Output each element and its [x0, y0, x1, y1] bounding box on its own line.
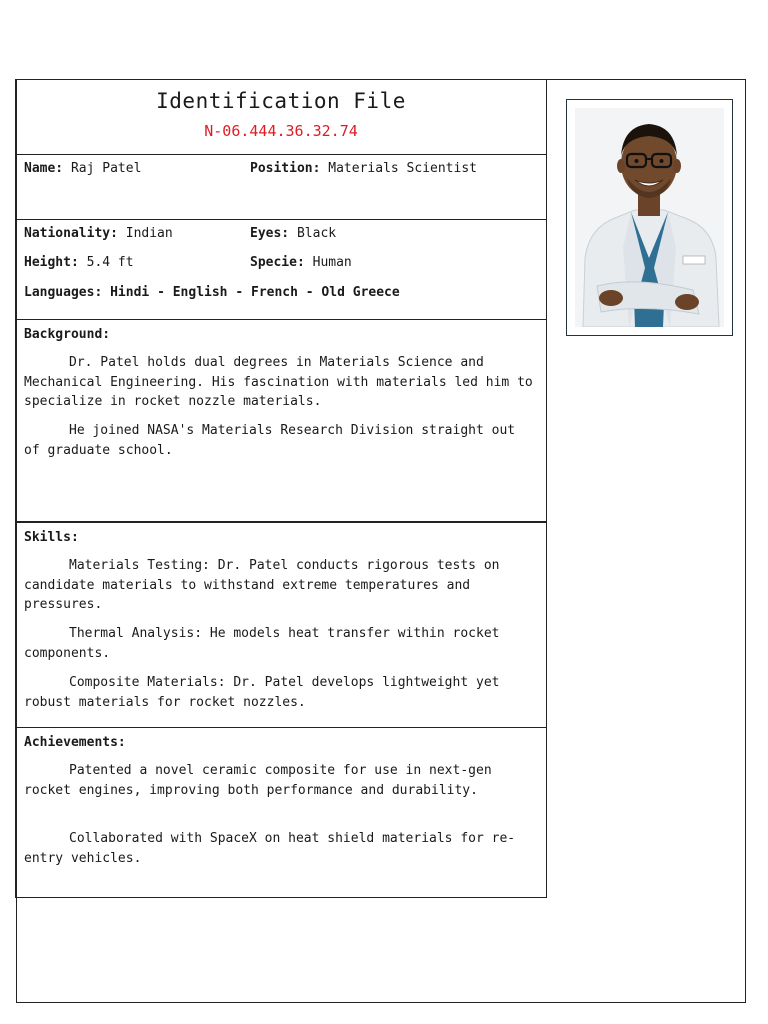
position-row [250, 161, 477, 176]
title-section [16, 80, 546, 154]
skills-paragraph: Thermal Analysis: He models heat transfer within rocket components. [24, 626, 500, 661]
achievements-paragraph: Collaborated with SpaceX on heat shield materials for re-entry vehicles. [24, 831, 516, 866]
background-paragraph: He joined NASA's Materials Research Division straight out of graduate school. [24, 423, 516, 458]
languages-label: Languages: [24, 285, 103, 300]
position-label: Position: [250, 161, 321, 176]
portrait-photo [575, 108, 724, 327]
name-row [24, 161, 141, 176]
height-value: 5.4 ft [86, 255, 134, 270]
skills-heading: Skills: [24, 530, 79, 545]
photo-frame [566, 99, 733, 336]
nationality-value: Indian [125, 226, 173, 241]
specie-value: Human [312, 255, 352, 270]
eyes-value: Black [296, 226, 337, 241]
position-value: Materials Scientist [328, 161, 477, 176]
file-number: N-06.444.36.32.74 [204, 122, 358, 140]
eyes-label: Eyes: [250, 226, 290, 241]
attributes-section [16, 219, 546, 319]
achievements-section [16, 727, 546, 897]
skills-paragraph: Composite Materials: Dr. Patel develops lightweight yet robust materials for rocket nozzles. [24, 675, 500, 710]
portrait-illustration [575, 108, 724, 327]
background-paragraph: Dr. Patel holds dual degrees in Materials Science and Mechanical Engineering. His fascination with materials led him to specialize in rocket nozzle materials. [24, 355, 533, 409]
name-label: Name: [24, 161, 64, 176]
achievements-heading: Achievements: [24, 735, 126, 750]
languages-row [24, 285, 400, 300]
height-row [24, 255, 134, 270]
id-file-panel [15, 79, 547, 898]
skills-paragraph: Materials Testing: Dr. Patel conducts rigorous tests on candidate materials to withstand extreme temperatures and pressures. [24, 558, 500, 612]
nationality-row [24, 226, 173, 241]
height-label: Height: [24, 255, 79, 270]
specie-label: Specie: [250, 255, 305, 270]
name-position-section [16, 154, 546, 219]
languages-value: Hindi - English - French - Old Greece [110, 285, 400, 300]
page-title: Identification File [156, 89, 406, 113]
background-section [16, 319, 546, 521]
eyes-row [250, 226, 336, 241]
achievements-paragraph: Patented a novel ceramic composite for use in next-gen rocket engines, improving both performance and durability. [24, 763, 492, 798]
specie-row [250, 255, 352, 270]
name-value: Raj Patel [70, 161, 142, 176]
background-heading: Background: [24, 327, 111, 342]
skills-section [16, 521, 546, 727]
nationality-label: Nationality: [24, 226, 118, 241]
